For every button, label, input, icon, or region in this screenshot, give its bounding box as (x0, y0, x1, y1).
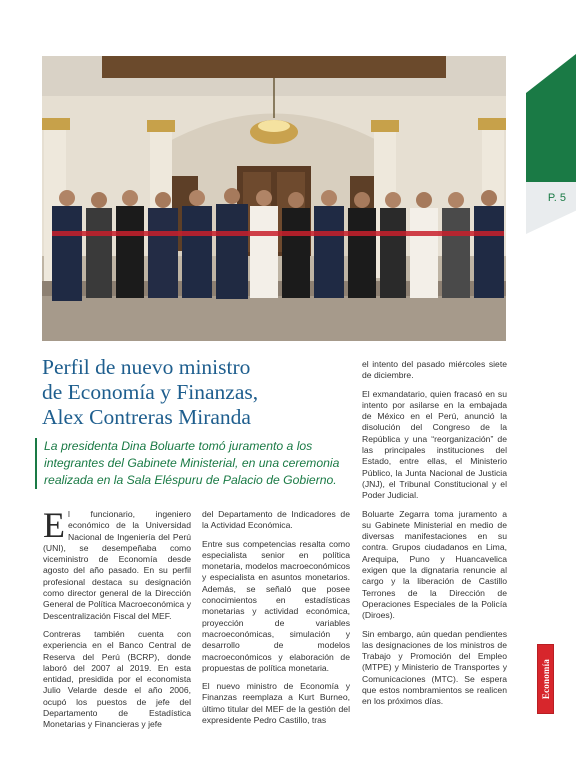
paragraph: El exmandatario, quien fracasó en su intento por asilarse en la embajada de México en el Perú, anunció la disolución del Congreso de la República y una “reorganización” de las principales instituciones del Estado, entre ellas, el Ministerio Público, la Junta Nacional de Justicia (JNJ), el Tribunal Constitucional y el Poder Judicial. (362, 388, 507, 501)
article-title (42, 355, 342, 430)
paragraph: el intento del pasado miércoles siete de diciembre. (362, 359, 507, 381)
economia-logo (537, 644, 554, 714)
paragraph-text: l funcionario, ingeniero económico de la Universidad Nacional de Ingeniería del Perú (UNI), se desempeñaba como viceministro de Economía desde agosto del año pasado. En su perfil profesional destaca su designación como director general de la Dirección General de Política Macroeconómica y Descentralización Fiscal del MEF. (43, 509, 191, 621)
paragraph: Contreras también cuenta con experiencia en el Banco Central de Reserva del Perú (BCRP), donde laboró del 2007 al 2019. En esta entidad, presidida por el economista Julio Velarde desde el año 2006, ocupó los puestos de jefe del Departamento de Estadística Monetarias y Financieras y jefe (43, 628, 191, 730)
paragraph: Entre sus competencias resalta como especialista senior en política monetaria, modelos macroeconómicos y especialista en asuntos monetarios. Además, se señaló que posee conocimientos en estadísticas monetarias y actividad económica, proyección de variables macroeconómicas, simulación y desarrollo de modelos macroeconómicos y elaboración de propuestas de política monetaria. (202, 538, 350, 673)
text-column-3 (362, 359, 507, 715)
article-subtitle: La presidenta Dina Boluarte tomó juramento a los integrantes del Gabinete Ministerial, en una ceremonia realizada en la Sala Eléspuru de Palacio de Gobierno. (35, 438, 357, 489)
group-photo-image (42, 56, 506, 341)
tab-grey-shape (526, 182, 576, 234)
paragraph: Boluarte Zegarra toma juramento a su Gabinete Ministerial en medio de diversas manifestaciones en su contra. Grupos ciudadanos en Lima, Arequipa, Puno y Huancavelica exigen que la dignataria renuncie al cargo y la liberación de Castillo Terrones de la Dirección de Operaciones Especiales de la Policía (Diroes). (362, 508, 507, 621)
logo-text: Economía (540, 658, 551, 700)
paragraph: del Departamento de Indicadores de la Actividad Económica. (202, 509, 350, 531)
page-number: P. 5 (547, 192, 566, 204)
drop-cap: E (43, 505, 65, 545)
text-column-2 (202, 509, 350, 733)
tab-green-shape (526, 54, 576, 184)
paragraph (43, 505, 191, 622)
page-number-tab (526, 54, 576, 234)
text-column-1 (43, 505, 191, 738)
paragraph: Sin embargo, aún quedan pendientes las designaciones de los ministros de Trabajo y Promoción del Empleo (MTPE) y Ministerio de Transportes y Comunicaciones (MTC). Se espera que estos nombramientos se realicen en los próximos días. (362, 628, 507, 707)
title-line-1: Perfil de nuevo ministro (42, 355, 251, 379)
title-line-2: de Economía y Finanzas, (42, 380, 259, 404)
cabinet-group-photo (42, 56, 506, 341)
title-line-3: Alex Contreras Miranda (42, 405, 251, 429)
paragraph: El nuevo ministro de Economía y Finanzas reemplaza a Kurt Burneo, último titular del MEF de la gestión del expresidente Pedro Castillo, tras (202, 681, 350, 726)
